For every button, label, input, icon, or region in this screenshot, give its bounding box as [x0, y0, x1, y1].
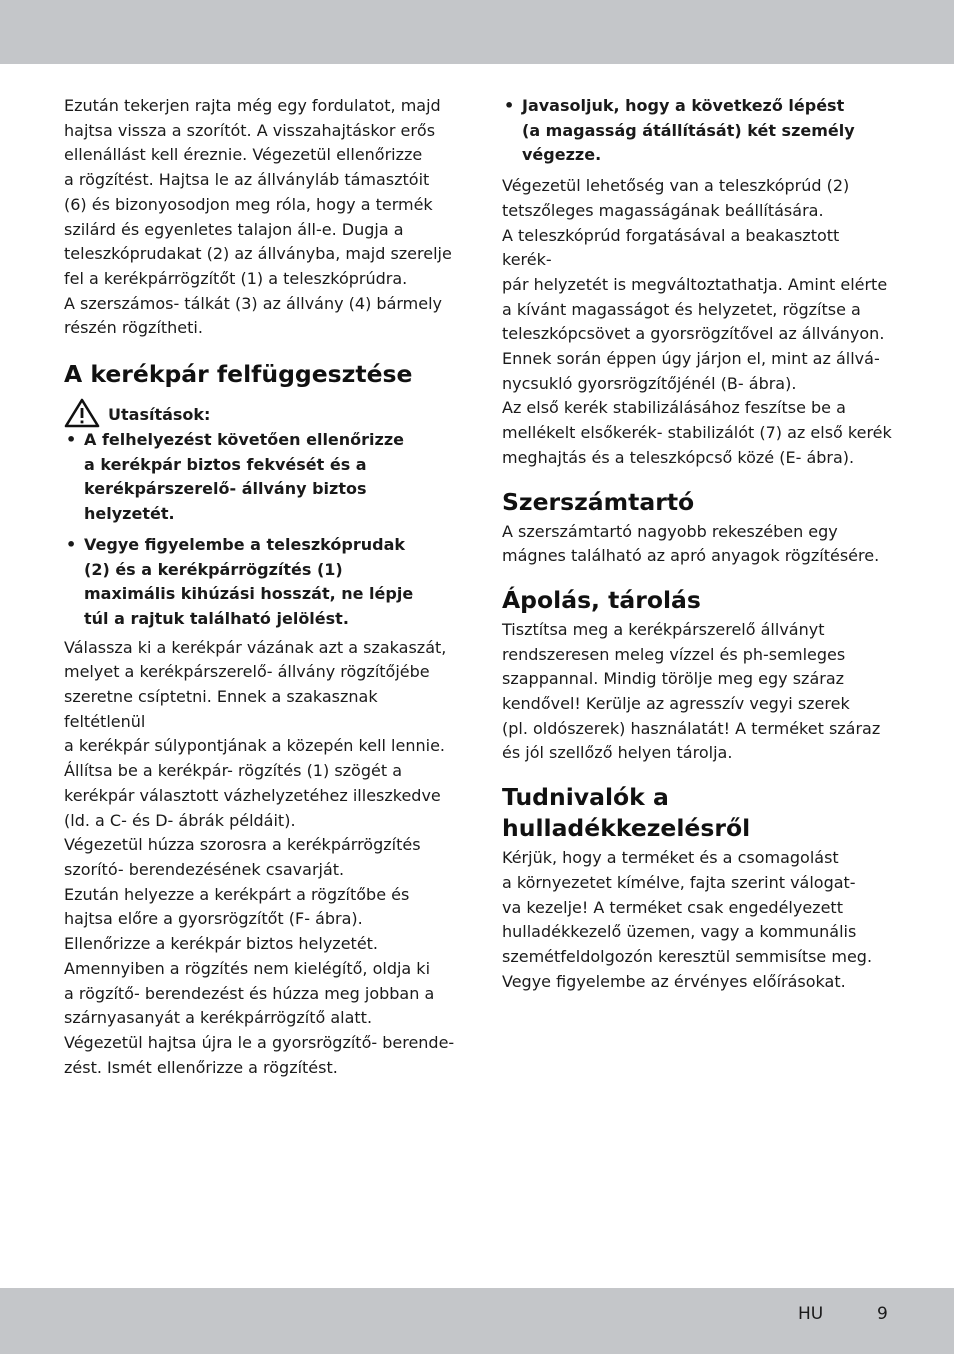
height-adjust-paragraph: Végezetül lehetőség van a teleszkóprúd (2) tetszőleges magasságának beállítására. A teleszkóprúd forgatásával a beakasztott kerék- pár helyzetét is megváltoztathatja. Amint elérte a kívánt magasságot és helyzetet, rögzítse a teleszkópcsövet a gyorsrögzítővel az állványon. Ennek során éppen úgy járjon el, mint az állvá- nycsukló gyorsrögzítőjénél (B- ábra). Az első kerék stabilizálásához feszítse be a mellékelt elsőkerék- stabilizálót (7) az első kerék meghajtás és a teleszkópcső közé (E- ábra).	[502, 176, 892, 467]
tool-holder-paragraph: A szerszámtartó nagyobb rekeszében egy mágnes található az apró anyagok rögzítésére.	[502, 521, 880, 566]
recommendation-list	[502, 94, 894, 168]
text-line: A szerszámos- tálkát (3) az állvány (4) bármely	[64, 293, 443, 313]
warning-list	[64, 428, 456, 632]
text-line: teleszkóprudakat (2) az állványba, majd szerelje	[64, 244, 452, 264]
heading-tool-holder: Szerszámtartó	[502, 487, 695, 516]
text-line: a rögzítést. Hajtsa le az állványláb támasztóit	[64, 170, 430, 190]
text-line: Ezután tekerjen rajta még egy fordulatot, majd	[64, 96, 441, 115]
waste-paragraph: Kérjük, hogy a terméket és a csomagolást a környezetet kímélve, fajta szerint válogat- va kezelje! A terméket csak engedélyezett hulladékkezelő üzemen, vagy a kommunális szemétfeldolgozón keresztül semmisítse meg. Vegye figyelembe az érvényes előírásokat.	[502, 848, 873, 991]
warning-label: Utasítások:	[108, 405, 211, 425]
care-paragraph: Tisztítsa meg a kerékpárszerelő állványt rendszeresen meleg vízzel és ph-semleges szappannal. Mindig törölje meg egy száraz kendővel! Kerülje az agresszív vegyi szerek (pl. oldószerek) használatát! A terméket száraz és jól szellőző helyen tárolja.	[502, 619, 881, 763]
right-column	[502, 94, 894, 994]
heading-waste-disposal: Tudnivalók a hulladékkezelésről	[502, 783, 751, 843]
warning-icon	[64, 398, 100, 428]
text-line: hajtsa vissza a szorítót. A visszahajtáskor erős	[64, 120, 436, 140]
page-number: 9	[877, 1304, 888, 1324]
text-line: szilárd és egyenletes talajon áll-e. Dugja a	[64, 219, 404, 239]
left-column	[64, 94, 456, 1080]
heading-care-storage: Ápolás, tárolás	[502, 585, 701, 614]
intro-paragraph	[64, 94, 456, 341]
text-line: részén rögzítheti.	[64, 318, 203, 338]
warning-header	[64, 398, 456, 428]
text-line: (6) és bizonyosodjon meg róla, hogy a termék	[64, 194, 433, 214]
heading-bike-mounting: A kerékpár felfüggesztése	[64, 360, 413, 389]
language-code: HU	[798, 1304, 824, 1324]
text-line: fel a kerékpárrögzítőt (1) a teleszkóprúdra.	[64, 268, 408, 288]
body-paragraph: Válassza ki a kerékpár vázának azt a szakaszát, melyet a kerékpárszerelő- állvány rögzítőjébe szeretne csíptetni. Ennek a szakasznak feltétlenül a kerékpár súlypontjának a közepén kell lennie. Állítsa be a kerékpár- rögzítés (1) szögét a kerékpár választott vázhelyzetéhez illeszkedve (ld. a C- és D- ábrák példáit). Végezetül húzza szorosra a kerékpárrögzítés szorító- berendezésének csavarját. Ezután helyezze a kerékpárt a rögzítőbe és hajtsa előre a gyorsrögzítőt (F- ábra). Ellenőrizze a kerékpár biztos helyzetét. Amennyiben a rögzítés nem kielégítő, oldja ki a rögzítő- berendezést és húzza meg jobban a szárnyasanyát a kerékpárrögzítő alatt. Végezetül hajtsa újra le a gyorsrögzítő- berende- zést. Ismét ellenőrizze a rögzítést.	[64, 637, 455, 1077]
list-item: • A felhelyezést követően ellenőrizze a kerékpár biztos fekvését és a kerékpárszerelő- állvány biztos helyzetét.	[66, 430, 405, 524]
list-item: • Javasoljuk, hogy a következő lépést (a magasság átállítását) két személy végezze.	[504, 96, 855, 165]
text-line: ellenállást kell éreznie. Végezetül ellenőrizze	[64, 145, 423, 165]
list-item: • Vegye figyelembe a teleszkóprudak (2) és a kerékpárrögzítés (1) maximális kihúzási hosszát, ne lépje túl a rajtuk található jelölést.	[66, 534, 414, 628]
header-bar	[0, 0, 954, 64]
